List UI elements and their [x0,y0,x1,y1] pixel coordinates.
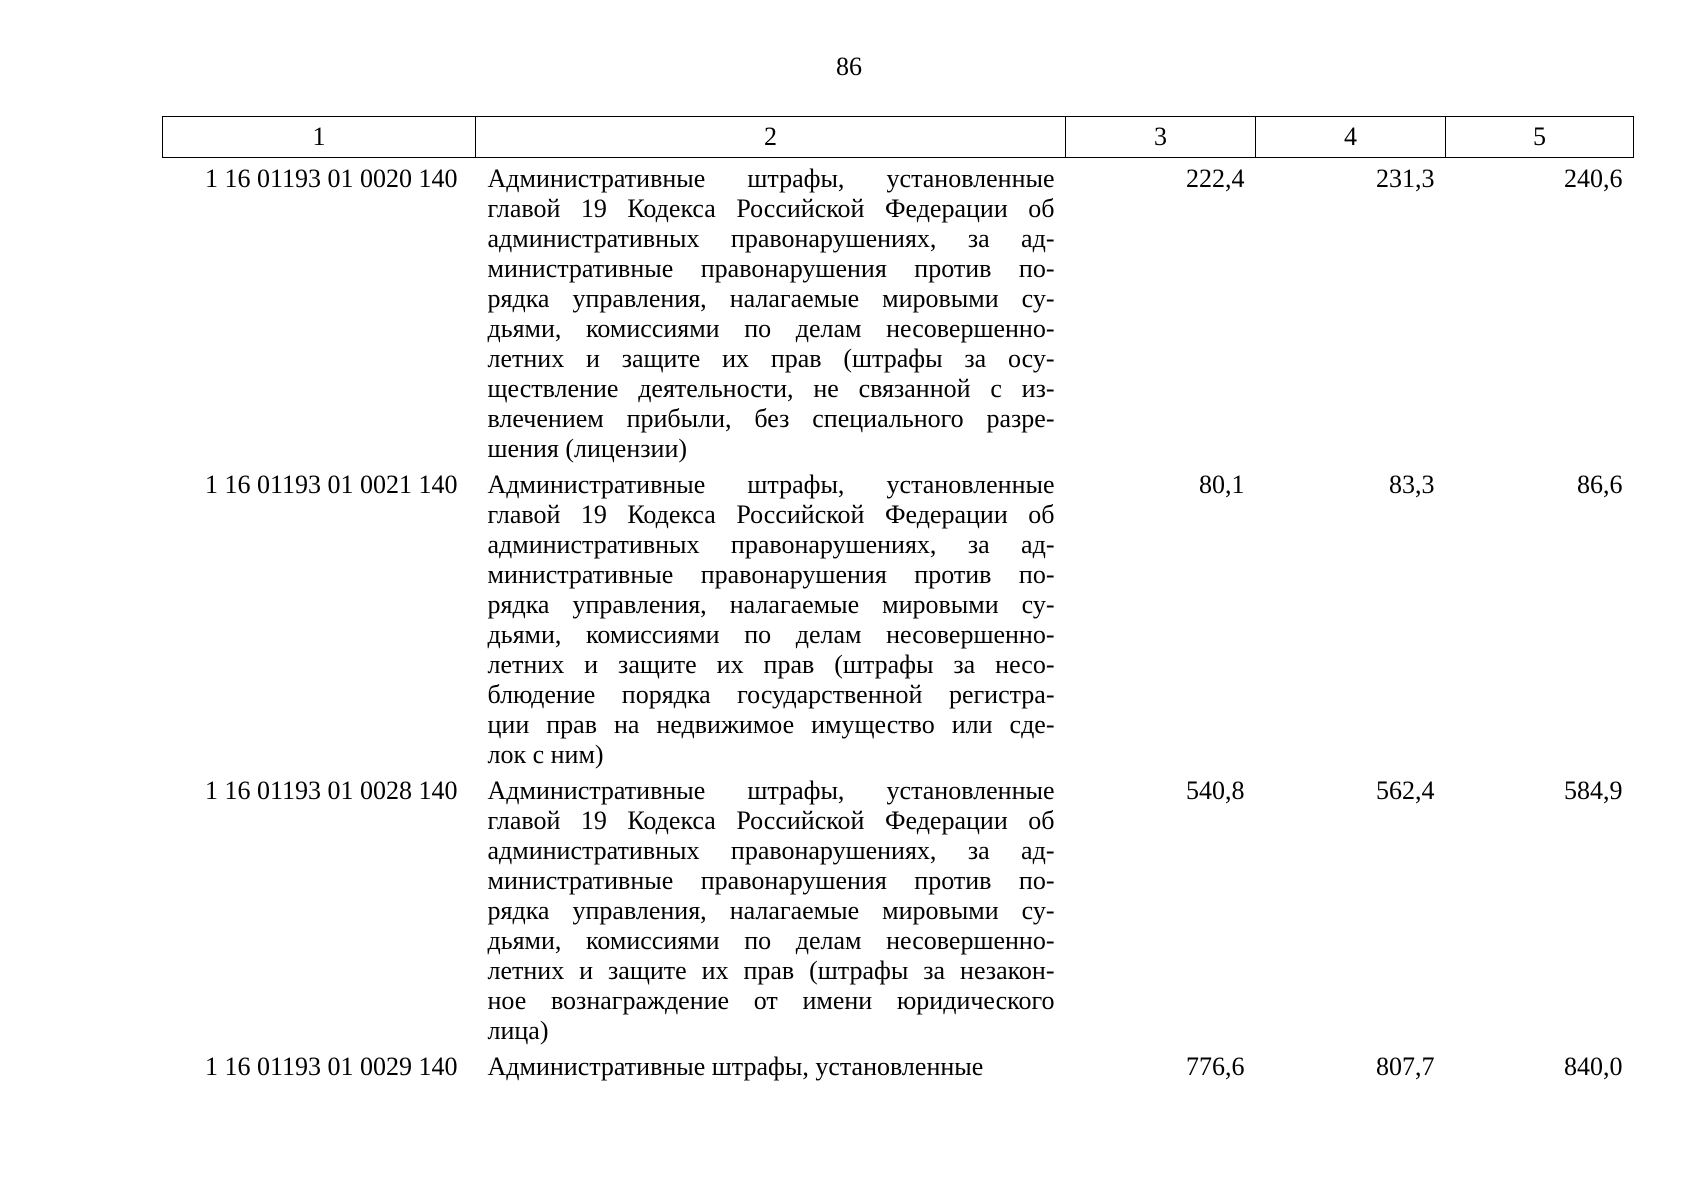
description-line: влечением прибыли, без специального разре- [487,404,1055,433]
amount-year-3: 584,9 [1564,776,1623,805]
amount-year-2: 231,3 [1376,164,1435,193]
description-line: Административные штрафы, установленные [487,164,1055,193]
revenue-code: 1 16 01193 01 0029 140 [204,1052,458,1081]
table-row [163,1046,1634,1082]
revenue-code: 1 16 01193 01 0028 140 [204,776,458,805]
description-line: ное вознаграждение от имени юридического [487,986,1055,1015]
budget-table [162,116,1634,1082]
revenue-code: 1 16 01193 01 0020 140 [204,164,458,193]
description-line: лок с ним) [487,740,604,769]
description-line: Административные штрафы, установленные [487,776,1055,805]
amount-year-2: 807,7 [1376,1052,1435,1081]
header-row [163,117,1634,158]
description-line: административных правонарушениях, за ад- [487,224,1055,253]
table-body [163,158,1634,1083]
amount-year-1: 80,1 [1199,470,1245,499]
table-row [163,158,1634,465]
description-line: рядка управления, налагаемые мировыми су- [487,896,1055,925]
amount-year-1: 540,8 [1186,776,1245,805]
page-number: 86 [836,52,862,81]
revenue-description [476,770,1066,1046]
description-line: летних и защите их прав (штрафы за незакон- [487,956,1055,985]
revenue-description [476,158,1066,465]
description-line: рядка управления, налагаемые мировыми су- [487,590,1055,619]
description-line: дьями, комиссиями по делам несовершенно- [487,926,1055,955]
amount-year-2: 83,3 [1389,470,1435,499]
description-line: Административные штрафы, установленные [487,470,1055,499]
amount-year-3: 240,6 [1564,164,1623,193]
header-col-1: 1 [163,117,476,158]
description-line: административных правонарушениях, за ад- [487,530,1055,559]
description-line: административных правонарушениях, за ад- [487,836,1055,865]
revenue-description [476,464,1066,770]
description-line: ции прав на недвижимое имущество или сде- [487,710,1055,739]
description-line: Административные штрафы, установленные [487,1052,984,1081]
description-line: летних и защите их прав (штрафы за осу- [487,344,1055,373]
description-line: ществление деятельности, не связанной с из- [487,374,1055,403]
revenue-description [476,1046,1066,1082]
table-row [163,464,1634,770]
amount-year-3: 840,0 [1564,1052,1623,1081]
description-line: министративные правонарушения против по- [487,254,1055,283]
description-line: дьями, комиссиями по делам несовершенно- [487,620,1055,649]
header-col-4: 4 [1256,117,1446,158]
revenue-code: 1 16 01193 01 0021 140 [204,470,458,499]
header-col-3: 3 [1066,117,1256,158]
header-col-5: 5 [1446,117,1634,158]
amount-year-1: 776,6 [1186,1052,1245,1081]
description-line: главой 19 Кодекса Российской Федерации об [487,806,1055,835]
table-header [163,117,1634,158]
amount-year-2: 562,4 [1376,776,1435,805]
description-line: министративные правонарушения против по- [487,866,1055,895]
description-line: министративные правонарушения против по- [487,560,1055,589]
description-line: дьями, комиссиями по делам несовершенно- [487,314,1055,343]
header-col-2: 2 [476,117,1066,158]
description-line: главой 19 Кодекса Российской Федерации об [487,194,1055,223]
description-line: главой 19 Кодекса Российской Федерации об [487,500,1055,529]
description-line: шения (лицензии) [487,434,688,463]
table-row [163,770,1634,1046]
amount-year-3: 86,6 [1577,470,1623,499]
description-line: рядка управления, налагаемые мировыми су- [487,284,1055,313]
description-line: летних и защите их прав (штрафы за несо- [487,650,1055,679]
description-line: блюдение порядка государственной регистра- [487,680,1055,709]
amount-year-1: 222,4 [1186,164,1245,193]
description-line: лица) [487,1016,549,1045]
